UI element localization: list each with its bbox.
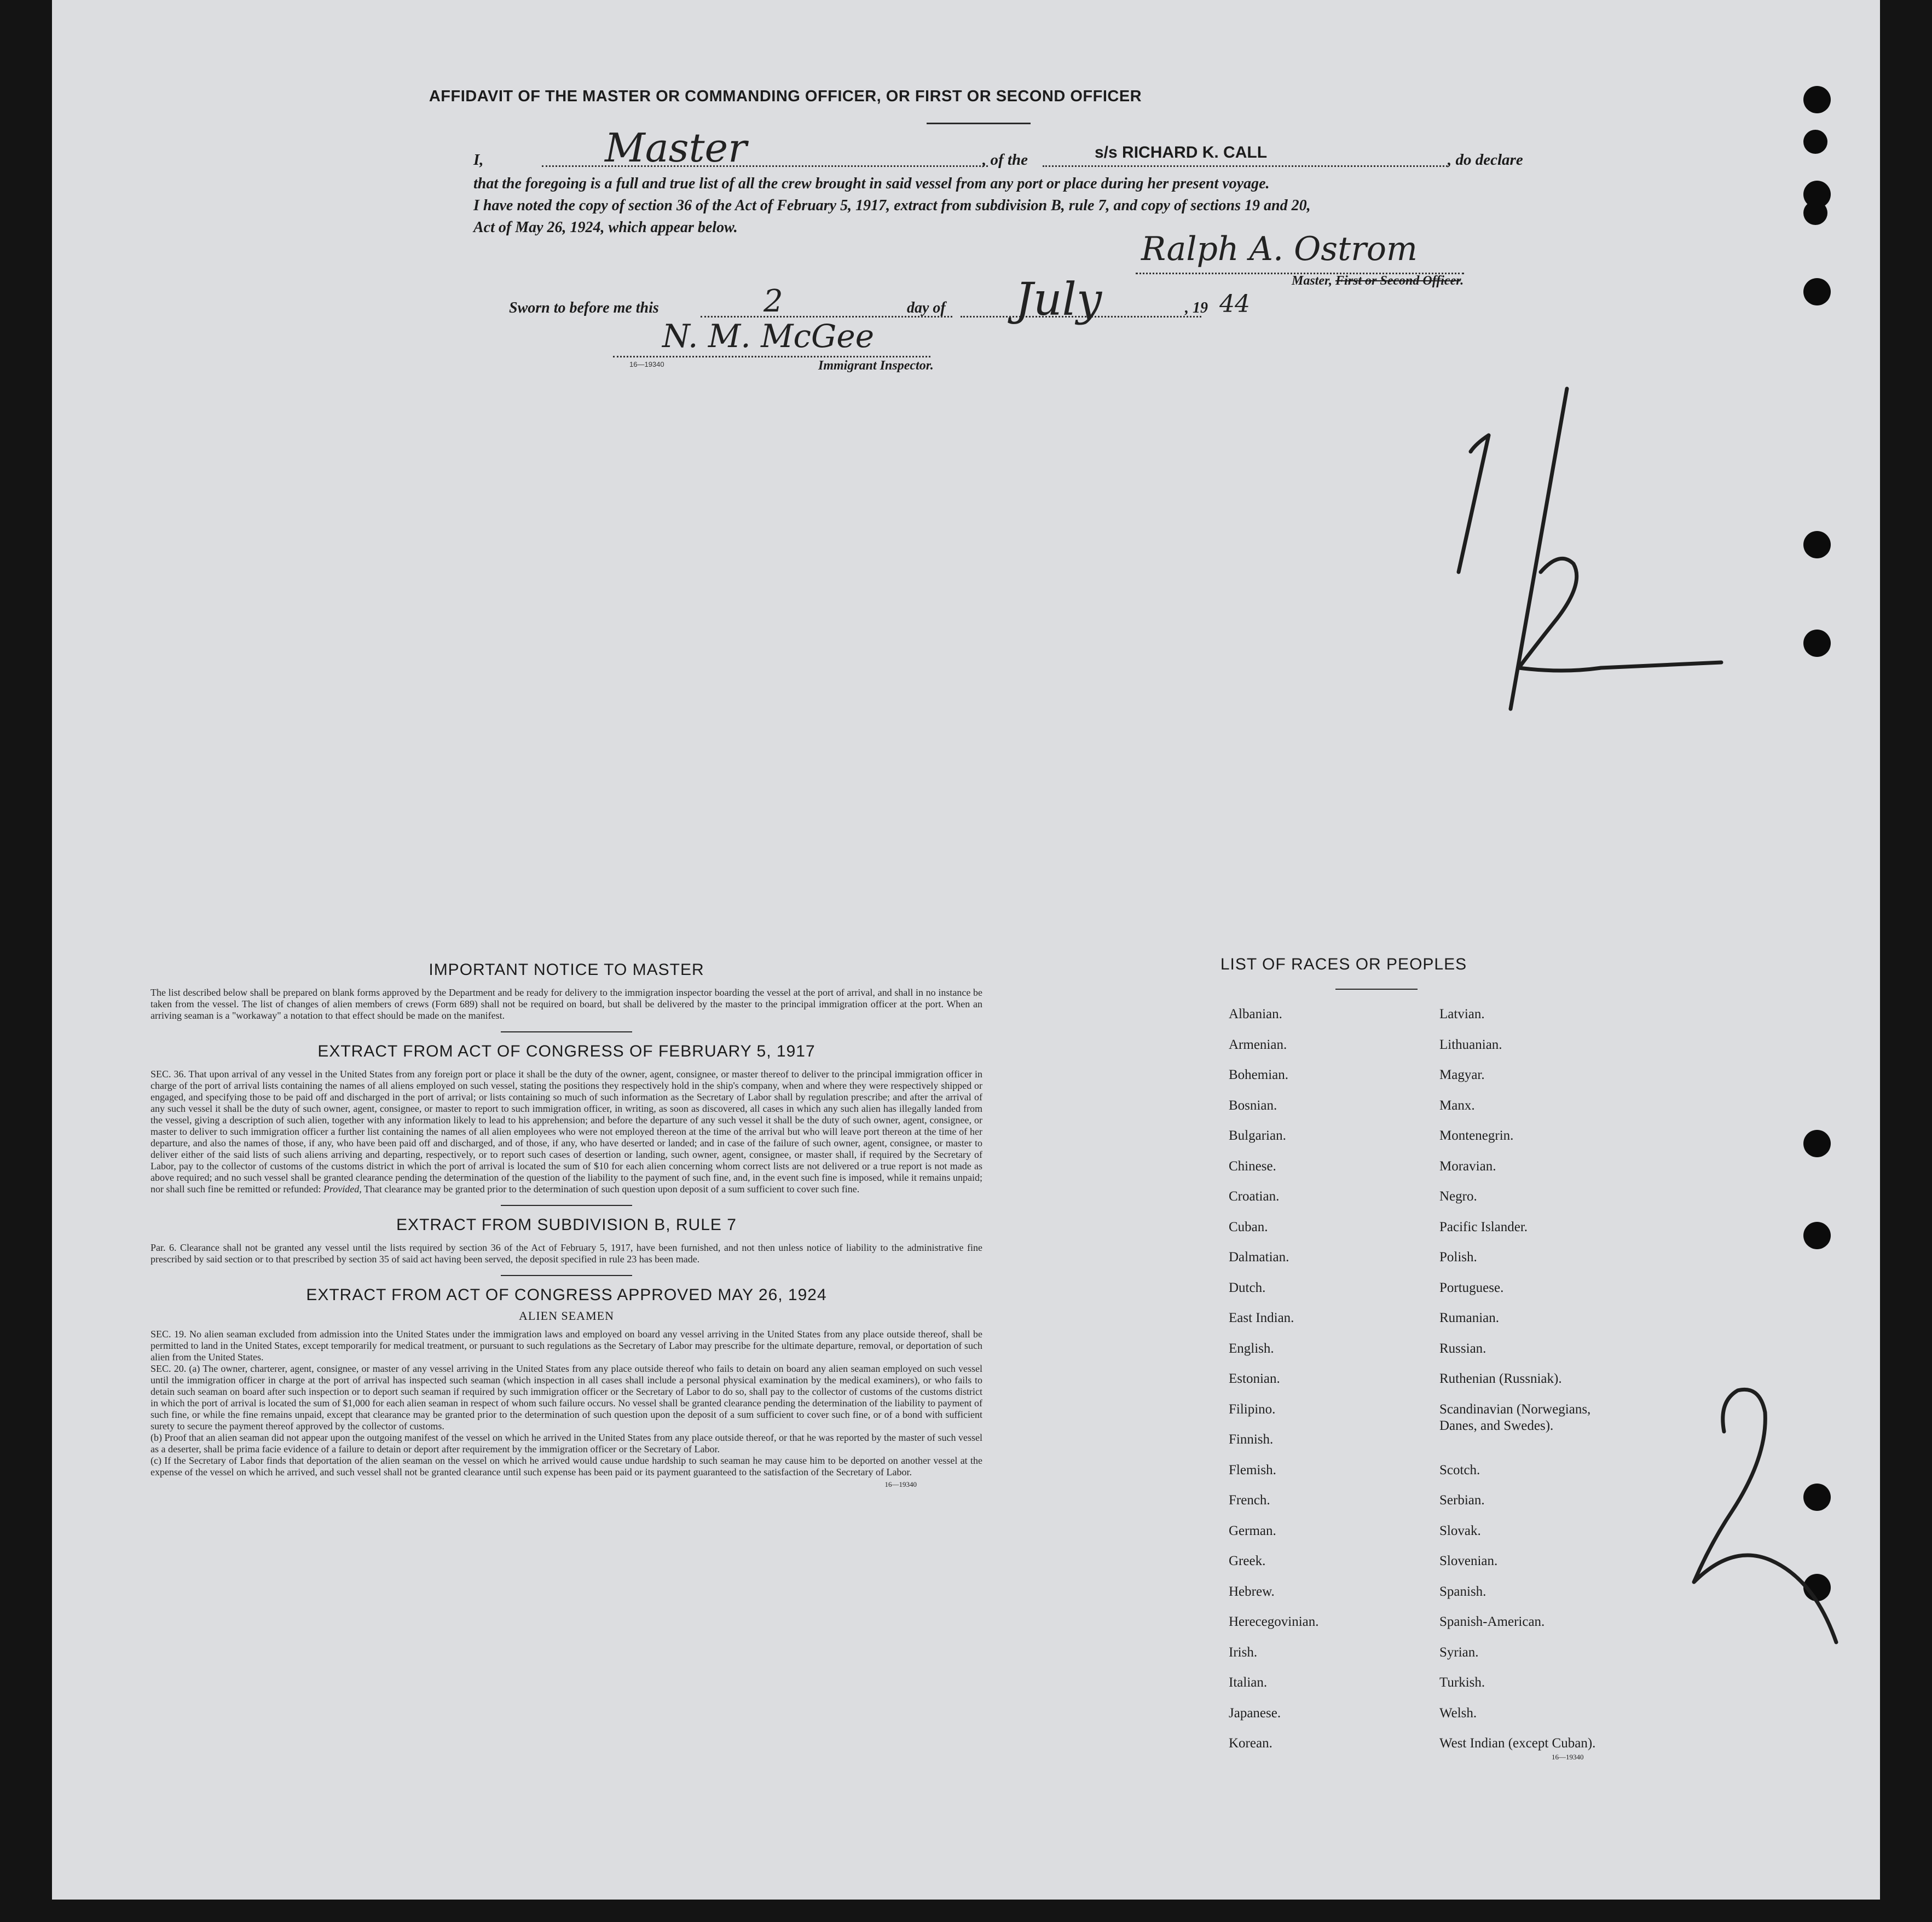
- race-item: Syrian.: [1439, 1644, 1479, 1660]
- punch-hole: [1803, 278, 1831, 305]
- race-item: Hebrew.: [1229, 1584, 1275, 1599]
- race-item: Moravian.: [1439, 1158, 1496, 1174]
- race-item: Herecegovinian.: [1229, 1614, 1319, 1629]
- race-item: English.: [1229, 1341, 1274, 1356]
- race-item: Negro.: [1439, 1189, 1477, 1204]
- race-item: Flemish.: [1229, 1462, 1276, 1477]
- master-caption-struck: First or Second Officer: [1335, 274, 1461, 288]
- race-item: Latvian.: [1439, 1007, 1485, 1021]
- extract-1924-title: EXTRACT FROM ACT OF CONGRESS APPROVED MAY 26, 1924: [306, 1286, 827, 1304]
- vessel-name: s/s RICHARD K. CALL: [1095, 143, 1268, 161]
- race-item: East Indian.: [1229, 1311, 1294, 1325]
- extract-1917-body: [151, 1069, 982, 1195]
- race-item: Greek.: [1229, 1554, 1266, 1568]
- inspector-caption: Immigrant Inspector.: [818, 359, 934, 373]
- race-item: Finnish.: [1229, 1432, 1274, 1447]
- sworn-month-handwritten: July: [1015, 274, 1102, 326]
- race-item: Japanese.: [1229, 1705, 1281, 1721]
- race-item: Serbian.: [1439, 1493, 1485, 1508]
- race-item: Slovenian.: [1439, 1554, 1498, 1568]
- race-item: Dalmatian.: [1229, 1250, 1289, 1265]
- divider: [501, 1275, 632, 1276]
- extract-1924-sec20c: (c) If the Secretary of Labor finds that deportation of the alien seaman on the vessel on which he arrived would cause undue hardship to such seaman he may cause him to be deported on another vessel at the expense of the vessel on which he arrived, and such vessel shall not be granted clearance until such expense has been paid or its payment guaranteed to the satisfaction of the Secretary of Labor.: [151, 1455, 982, 1477]
- race-item: Spanish-American.: [1439, 1614, 1545, 1629]
- affidavit-line-4: Act of May 26, 1924, which appear below.: [473, 219, 738, 236]
- race-item: Spanish.: [1439, 1584, 1486, 1599]
- race-item: French.: [1229, 1493, 1270, 1508]
- races-title-underline: [1335, 989, 1418, 990]
- sworn-day-handwritten: 2: [763, 284, 783, 319]
- race-item: Magyar.: [1439, 1067, 1485, 1082]
- page-number-annotation-text: 2: [1650, 1375, 1653, 1381]
- punch-hole: [1803, 1222, 1831, 1249]
- extract-1924-sec20a: SEC. 20. (a) The owner, charterer, agent, consignee, or master of any vessel arriving in the United States from any place outside thereof who fails to detain on board any alien seaman employed on such vessel until the immigration officer in charge at the port of arrival has inspected such seaman (which inspection in all cases shall include a personal physical examination by the medical examiners), or who fails to detain such seaman on board after such inspection or to deport such seaman if required by such immigration officer or the Secretary of Labor to do so, shall pay to the collector of customs of the customs district in which the port of arrival is located the sum of $1,000 for each alien seaman in respect of whom such failure occurs. No vessel shall be granted clearance pending the determination of the liability to payment of such fine, or while the fine remains unpaid, except that clearance may be granted prior to the determination of such question upon the deposit of a sum sufficient to cover such fine, or of a bond with sufficient surety to secure the payment thereof approved by the collector of customs.: [151, 1363, 982, 1432]
- extract-1917-body-start: SEC. 36. That upon arrival of any vessel in the United States from any foreign port or place it shall be the duty of the owner, agent, consignee, or master thereof to deliver to the principal immigration officer in charge of the port of arrival lists containing the names of all aliens employed on such vessel, stating the positions they respectively hold in the ship's company, when and where they were respectively shipped or engaged, and specifying those to be paid off and discharged in the port of arrival; or lists containing so much of such information as the Secretary of Labor shall by regulation prescribe; and after the arrival of any such vessel it shall be the duty of such owner, agent, consignee, or master to report to such immigration officer, in writing, as soon as discovered, all cases in which any such alien has illegally landed from the vessel, giving a description of such alien, together with any information likely to lead to his apprehension; and before the departure of any such vessel it shall be the duty of such owner, agent, consignee, or master to deliver to such immigration officer a further list containing the names of all alien employees who were not employed thereon at the time of the arrival but who will leave port thereon at the time of her departure, and also the names of those, if any, who have been paid off and discharged, and of those, if any, who have deserted or landed; and in case of the failure of such owner, agent, consignee, or master to deliver either of the said lists of such aliens arriving and departing, respectively, or to report such cases of desertion or landing, such owner, agent, consignee, or master shall, if required by the Secretary of Labor, pay to the collector of customs of the customs district in which the port of arrival is located the sum of $10 for each alien concerning whom correct lists are not delivered or a true report is not made as above required; and no such vessel shall be granted clearance pending the determination of the question of the liability to the payment of such fine, and, in the event such fine is imposed, while it remains unpaid; nor shall such fine be remitted or refunded:: [151, 1069, 982, 1194]
- punch-hole: [1803, 86, 1831, 113]
- race-item: Bohemian.: [1229, 1067, 1289, 1082]
- race-item: Russian.: [1439, 1341, 1486, 1356]
- race-item: Dutch.: [1229, 1280, 1266, 1295]
- notice-section: [151, 961, 982, 1489]
- race-item: Scotch.: [1439, 1462, 1480, 1477]
- affidavit-title: AFFIDAVIT OF THE MASTER OR COMMANDING OFFICER, OR FIRST OR SECOND OFFICER: [429, 88, 1142, 105]
- punch-hole: [1803, 130, 1827, 154]
- extract-1924-sec19: SEC. 19. No alien seaman excluded from admission into the United States under the immigration laws and employed on board any vessel arriving in the United States from any place outside thereof, shall be permitted to land in the United States, except temporarily for medical treatment, or pursuant to such regulations as the Secretary of Labor may prescribe for the ultimate departure, removal, or deportation of such alien from the United States.: [151, 1329, 982, 1363]
- document-page: [52, 0, 1880, 1900]
- divider: [501, 1205, 632, 1206]
- race-item: Scandinavian (Norwegians, Danes, and Swedes).: [1439, 1401, 1591, 1433]
- fraction-annotation-text: 1/2: [1437, 379, 1444, 385]
- signer-role-handwritten: Master: [605, 125, 747, 171]
- extract-rule7-title: EXTRACT FROM SUBDIVISION B, RULE 7: [396, 1216, 737, 1234]
- notice-title: IMPORTANT NOTICE TO MASTER: [429, 961, 704, 979]
- race-item: Filipino.: [1229, 1401, 1276, 1417]
- race-item: Albanian.: [1229, 1007, 1282, 1021]
- affidavit-line-3: I have noted the copy of section 36 of the Act of February 5, 1917, extract from subdivision B, rule 7, and copy of sections 19 and 20,: [473, 197, 1311, 214]
- affidavit-form-number: 16—19340: [629, 360, 664, 368]
- day-of-label: day of: [907, 299, 946, 316]
- title-underline: [927, 123, 1031, 124]
- race-item: Bulgarian.: [1229, 1128, 1286, 1143]
- race-item: German.: [1229, 1523, 1276, 1538]
- year-prefix: , 19: [1185, 299, 1208, 316]
- affidavit-line-2: that the foregoing is a full and true list of all the crew brought in said vessel from any port or place during her present voyage.: [473, 175, 1270, 192]
- extract-1917-body-end: That clearance may be granted prior to the determination of such question upon deposit of a sum sufficient to cover such fine.: [361, 1184, 860, 1194]
- notice-body: The list described below shall be prepared on blank forms approved by the Department and be ready for delivery to the immigration inspector boarding the vessel at the port of arrival, and shall in no instance be taken from the vessel. The list of changes of alien members of crews (Form 689) shall not be required on board, but shall be delivered by the master to the principal immigration officer at the port. When an arriving seaman is a "workaway" a notation to that effect should be made on the manifest.: [151, 987, 982, 1021]
- extract-1917-title: EXTRACT FROM ACT OF CONGRESS OF FEBRUARY 5, 1917: [317, 1042, 815, 1060]
- master-signature: Ralph A. Ostrom: [1141, 230, 1418, 268]
- master-caption-prefix: Master,: [1292, 274, 1336, 288]
- master-caption-suffix: .: [1460, 274, 1464, 288]
- extract-rule7-body: Par. 6. Clearance shall not be granted any vessel until the lists required by section 36 of the Act of February 5, 1917, have been furnished, and not then unless notice of liability to the administrative fine prescribed by said section or to that prescribed by section 35 of said act having been served, the deposit specified in rule 23 has been made.: [151, 1242, 982, 1265]
- race-item: Manx.: [1439, 1098, 1475, 1113]
- fraction-annotation: [1437, 379, 1820, 723]
- extract-1924-sec20b: (b) Proof that an alien seaman did not appear upon the outgoing manifest of the vessel on which he arrived in the United States from any place outside thereof, or that he was reported by the master of such vessel as a deserter, shall be prima facie evidence of a failure to detain or deport after requirement by the immigration officer or the Secretary of Labor.: [151, 1432, 982, 1455]
- race-item: Welsh.: [1439, 1705, 1477, 1721]
- inspector-signature-line: [613, 356, 930, 357]
- race-item: Korean.: [1229, 1736, 1272, 1751]
- master-caption: [1292, 274, 1464, 288]
- vessel-fill-line: [1043, 165, 1448, 167]
- i-label: I,: [473, 151, 484, 169]
- divider: [501, 1031, 632, 1032]
- race-item: Pacific Islander.: [1439, 1219, 1528, 1234]
- race-item: Slovak.: [1439, 1523, 1481, 1538]
- race-item: Estonian.: [1229, 1371, 1280, 1386]
- do-declare-label: , do declare: [1448, 151, 1523, 169]
- extract-form-number: 16—19340: [884, 1480, 917, 1488]
- race-item: Croatian.: [1229, 1189, 1280, 1204]
- races-form-number: 16—19340: [1552, 1753, 1584, 1761]
- race-item: Irish.: [1229, 1644, 1258, 1660]
- race-item: Lithuanian.: [1439, 1037, 1502, 1052]
- punch-hole: [1803, 1130, 1831, 1157]
- race-item: Bosnian.: [1229, 1098, 1277, 1113]
- race-item: Chinese.: [1229, 1158, 1276, 1174]
- race-item: Montenegrin.: [1439, 1128, 1514, 1143]
- extract-1917-provided: Provided,: [323, 1184, 362, 1194]
- page-number-annotation: [1650, 1375, 1847, 1653]
- race-item: Ruthenian (Russniak).: [1439, 1371, 1562, 1386]
- race-item: Italian.: [1229, 1675, 1268, 1690]
- race-item: Polish.: [1439, 1250, 1477, 1265]
- race-item: Rumanian.: [1439, 1311, 1500, 1325]
- race-item: Portuguese.: [1439, 1280, 1504, 1295]
- punch-hole: [1803, 201, 1827, 225]
- races-title: LIST OF RACES OR PEOPLES: [1220, 955, 1467, 973]
- race-item: Armenian.: [1229, 1037, 1287, 1052]
- year-handwritten: 44: [1219, 290, 1250, 318]
- sworn-label: Sworn to before me this: [509, 299, 659, 316]
- inspector-signature: N. M. McGee: [662, 318, 875, 355]
- race-item: Turkish.: [1439, 1675, 1485, 1690]
- of-the-label: , of the: [982, 151, 1028, 169]
- race-item: West Indian (except Cuban).: [1439, 1736, 1596, 1751]
- race-item: Cuban.: [1229, 1219, 1268, 1234]
- extract-1924-subtitle: ALIEN SEAMEN: [519, 1309, 614, 1323]
